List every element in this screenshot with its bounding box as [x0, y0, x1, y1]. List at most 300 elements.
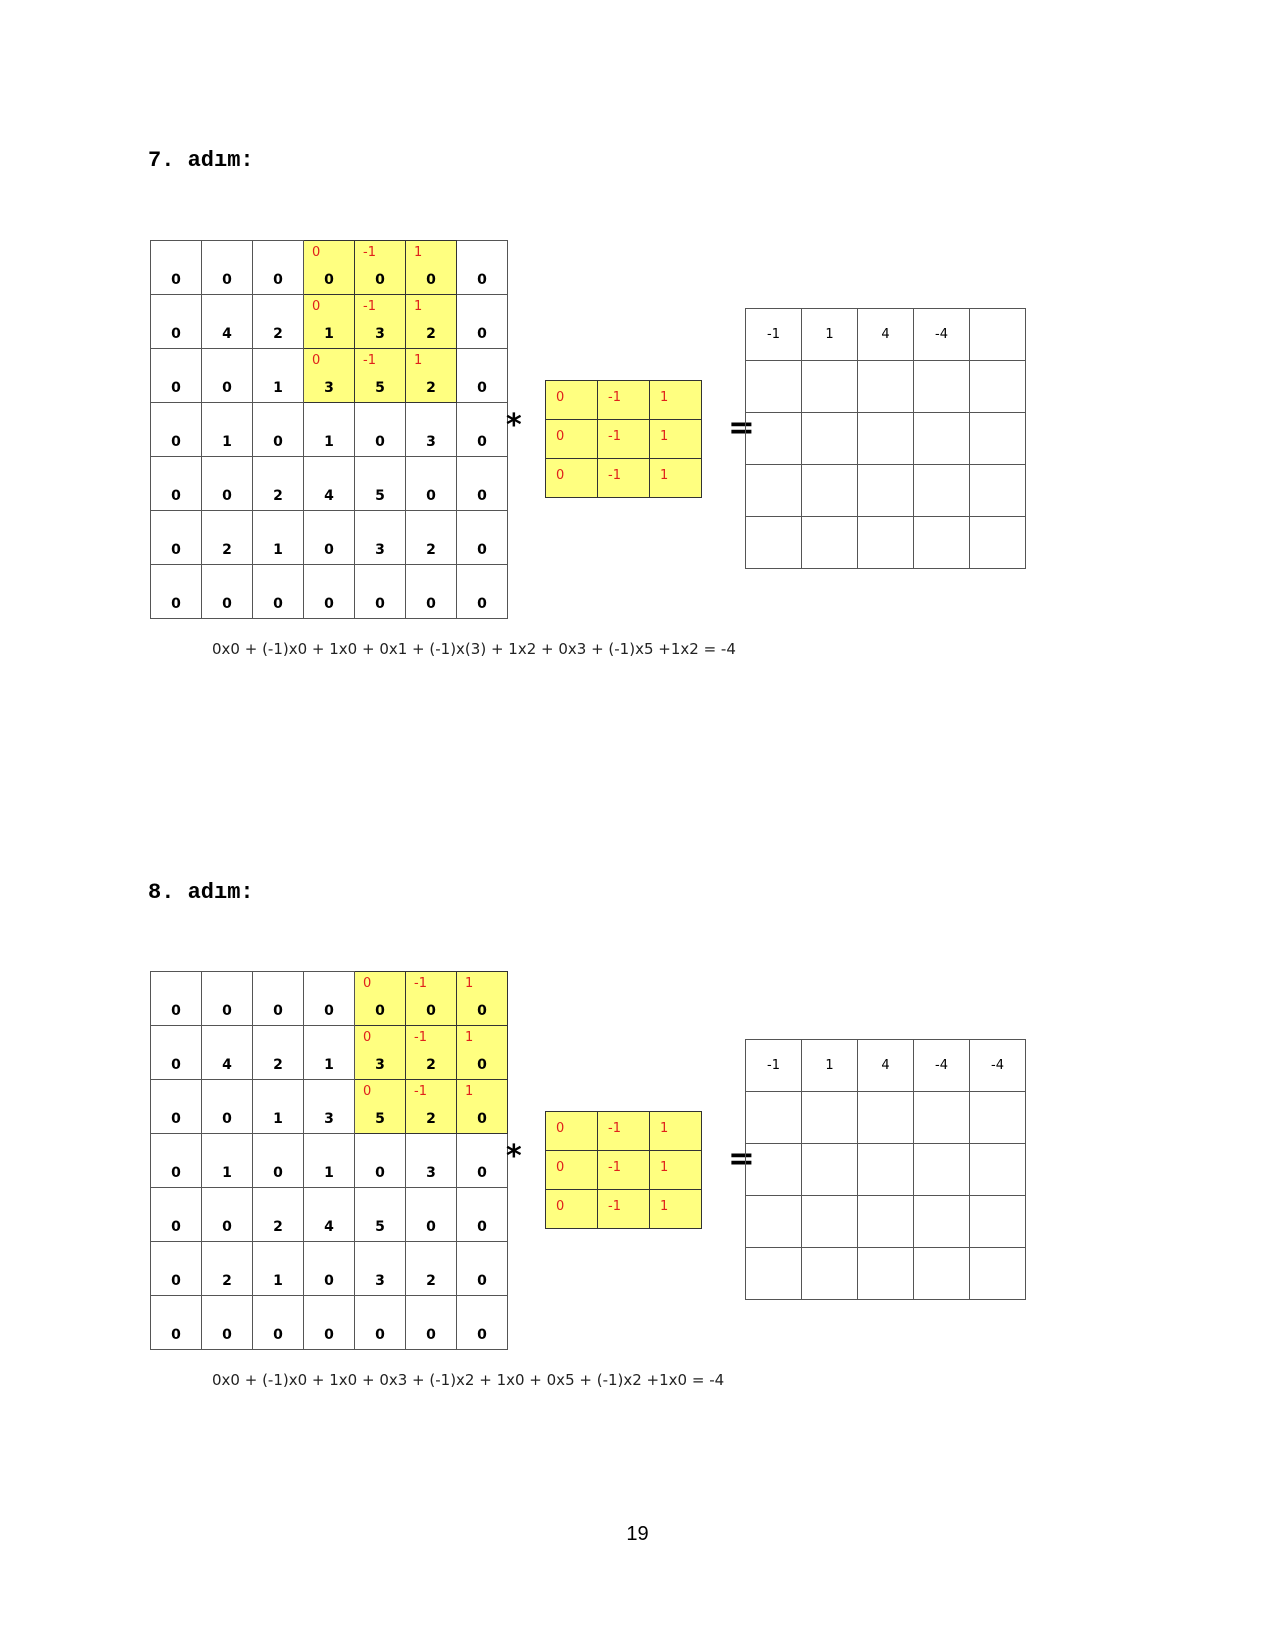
input-value: 3	[375, 542, 385, 558]
input-cell	[406, 972, 457, 1026]
input-cell	[406, 1242, 457, 1296]
input-row	[151, 457, 508, 511]
input-value: 0	[171, 1111, 181, 1127]
output-value: -4	[935, 327, 948, 342]
input-value: 0	[477, 1273, 487, 1289]
input-value: 3	[324, 380, 334, 396]
input-value: 1	[324, 1057, 334, 1073]
input-cell	[457, 349, 508, 403]
kernel-value: -1	[608, 468, 621, 483]
output-cell	[914, 1144, 970, 1196]
input-value: 5	[375, 1219, 385, 1235]
output-value: 1	[825, 1058, 834, 1073]
step-7-heading: 7. adım:	[148, 148, 254, 173]
input-row	[151, 1296, 508, 1350]
input-cell	[253, 1188, 304, 1242]
input-value: 2	[222, 542, 232, 558]
output-cell	[802, 1196, 858, 1248]
kernel-overlay-value: 0	[312, 245, 321, 260]
kernel-cell	[598, 459, 650, 498]
input-value: 0	[324, 272, 334, 288]
kernel-row	[546, 1151, 702, 1190]
input-cell	[355, 457, 406, 511]
input-value: 0	[324, 596, 334, 612]
input-cell	[202, 972, 253, 1026]
output-cell	[914, 309, 970, 361]
input-cell	[253, 241, 304, 295]
input-cell	[406, 457, 457, 511]
input-cell	[253, 1026, 304, 1080]
input-value: 0	[273, 434, 283, 450]
input-cell	[151, 349, 202, 403]
input-value: 0	[426, 1327, 436, 1343]
input-value: 1	[324, 434, 334, 450]
input-row	[151, 1242, 508, 1296]
input-value: 0	[222, 1003, 232, 1019]
input-value: 0	[273, 596, 283, 612]
input-cell	[406, 1188, 457, 1242]
input-value: 0	[273, 1165, 283, 1181]
output-cell	[802, 465, 858, 517]
input-row	[151, 1188, 508, 1242]
output-row	[746, 309, 1026, 361]
input-value: 2	[273, 326, 283, 342]
input-value: 3	[426, 1165, 436, 1181]
kernel-cell	[650, 420, 702, 459]
output-cell	[914, 1248, 970, 1300]
output-row	[746, 413, 1026, 465]
input-value: 0	[222, 1219, 232, 1235]
input-cell	[406, 403, 457, 457]
kernel-cell	[650, 1112, 702, 1151]
output-cell	[914, 1092, 970, 1144]
kernel-row	[546, 459, 702, 498]
output-cell	[858, 1144, 914, 1196]
input-value: 0	[477, 380, 487, 396]
input-cell	[253, 565, 304, 619]
input-cell	[151, 1134, 202, 1188]
input-row	[151, 972, 508, 1026]
input-cell	[457, 241, 508, 295]
kernel-cell	[650, 381, 702, 420]
input-cell	[304, 1134, 355, 1188]
kernel-overlay-value: 0	[312, 299, 321, 314]
input-value: 0	[171, 1057, 181, 1073]
input-value: 0	[222, 272, 232, 288]
input-value: 2	[426, 326, 436, 342]
input-value: 2	[426, 1273, 436, 1289]
input-value: 0	[324, 1273, 334, 1289]
kernel-cell	[546, 1190, 598, 1229]
input-value: 0	[375, 434, 385, 450]
input-cell	[355, 565, 406, 619]
output-row	[746, 517, 1026, 569]
kernel-cell	[598, 1190, 650, 1229]
input-value: 2	[273, 1219, 283, 1235]
input-value: 0	[171, 542, 181, 558]
input-cell	[202, 1188, 253, 1242]
input-cell	[253, 403, 304, 457]
input-value: 0	[222, 1111, 232, 1127]
output-row	[746, 1040, 1026, 1092]
input-value: 0	[171, 1165, 181, 1181]
input-row	[151, 511, 508, 565]
kernel-cell	[650, 1151, 702, 1190]
kernel-value: 1	[660, 1160, 669, 1175]
input-value: 4	[324, 1219, 334, 1235]
input-cell	[253, 295, 304, 349]
input-cell	[406, 295, 457, 349]
output-value: -4	[991, 1058, 1004, 1073]
input-value: 4	[222, 1057, 232, 1073]
output-cell	[746, 309, 802, 361]
input-cell	[406, 565, 457, 619]
output-cell	[970, 517, 1026, 569]
input-cell	[304, 241, 355, 295]
output-cell	[858, 1248, 914, 1300]
input-cell	[355, 295, 406, 349]
input-value: 0	[222, 380, 232, 396]
input-cell	[151, 1242, 202, 1296]
kernel-value: 0	[556, 1199, 565, 1214]
output-cell	[914, 361, 970, 413]
input-cell	[304, 1026, 355, 1080]
input-value: 4	[222, 326, 232, 342]
input-cell	[202, 511, 253, 565]
input-cell	[151, 972, 202, 1026]
input-value: 2	[426, 1057, 436, 1073]
input-value: 0	[324, 1003, 334, 1019]
kernel-cell	[650, 1190, 702, 1229]
kernel-overlay-value: 1	[465, 1030, 474, 1045]
input-value: 0	[324, 542, 334, 558]
input-value: 0	[375, 1003, 385, 1019]
output-cell	[746, 413, 802, 465]
input-cell	[355, 511, 406, 565]
kernel-value: -1	[608, 429, 621, 444]
input-value: 2	[273, 1057, 283, 1073]
page-number: 19	[626, 1523, 649, 1545]
kernel-overlay-value: -1	[363, 299, 376, 314]
input-value: 0	[171, 1219, 181, 1235]
output-cell	[970, 1092, 1026, 1144]
input-value: 0	[477, 542, 487, 558]
input-cell	[355, 1242, 406, 1296]
input-cell	[457, 1080, 508, 1134]
kernel-row	[546, 1112, 702, 1151]
input-value: 0	[171, 380, 181, 396]
kernel-cell	[546, 459, 598, 498]
kernel-value: -1	[608, 1199, 621, 1214]
output-cell	[914, 1196, 970, 1248]
input-value: 0	[171, 1327, 181, 1343]
input-cell	[304, 565, 355, 619]
input-cell	[355, 1026, 406, 1080]
input-cell	[151, 1026, 202, 1080]
input-value: 0	[426, 1219, 436, 1235]
input-cell	[151, 565, 202, 619]
input-cell	[355, 972, 406, 1026]
input-value: 1	[222, 1165, 232, 1181]
output-cell	[970, 1144, 1026, 1196]
output-row	[746, 1144, 1026, 1196]
output-cell	[802, 517, 858, 569]
output-cell	[970, 1040, 1026, 1092]
input-cell	[253, 511, 304, 565]
input-cell	[304, 511, 355, 565]
input-value: 0	[375, 272, 385, 288]
output-value: 1	[825, 327, 834, 342]
kernel-value: 0	[556, 1121, 565, 1136]
output-cell	[858, 465, 914, 517]
input-cell	[406, 511, 457, 565]
kernel-overlay-value: 1	[414, 353, 423, 368]
input-value: 2	[273, 488, 283, 504]
output-cell	[802, 1144, 858, 1196]
input-cell	[151, 457, 202, 511]
input-cell	[202, 349, 253, 403]
input-value: 0	[426, 596, 436, 612]
input-cell	[355, 1188, 406, 1242]
input-cell	[253, 349, 304, 403]
kernel-value: -1	[608, 1121, 621, 1136]
output-cell	[914, 413, 970, 465]
kernel-cell	[546, 420, 598, 459]
kernel-cell	[546, 1112, 598, 1151]
kernel-row	[546, 420, 702, 459]
input-value: 3	[375, 1057, 385, 1073]
kernel-overlay-value: 0	[363, 976, 372, 991]
input-cell	[304, 295, 355, 349]
input-value: 1	[273, 542, 283, 558]
kernel-value: 0	[556, 390, 565, 405]
input-matrix	[150, 971, 508, 1350]
kernel-value: 1	[660, 429, 669, 444]
output-cell	[746, 1248, 802, 1300]
kernel-value: 0	[556, 468, 565, 483]
input-value: 0	[477, 1165, 487, 1181]
input-value: 3	[375, 326, 385, 342]
calculation-formula: 0x0 + (-1)x0 + 1x0 + 0x1 + (-1)x(3) + 1x2 + 0x3 + (-1)x5 +1x2 = -4	[212, 640, 736, 658]
input-value: 4	[324, 488, 334, 504]
output-cell	[746, 1040, 802, 1092]
output-cell	[802, 413, 858, 465]
output-row	[746, 1092, 1026, 1144]
input-value: 0	[477, 434, 487, 450]
output-cell	[858, 309, 914, 361]
input-value: 2	[426, 380, 436, 396]
input-cell	[202, 1026, 253, 1080]
input-value: 0	[171, 1003, 181, 1019]
input-value: 3	[324, 1111, 334, 1127]
kernel-cell	[598, 1112, 650, 1151]
input-value: 0	[426, 272, 436, 288]
equals-sign: =	[728, 1139, 755, 1177]
input-value: 0	[477, 272, 487, 288]
input-value: 0	[222, 488, 232, 504]
input-value: 0	[477, 1219, 487, 1235]
input-cell	[304, 403, 355, 457]
kernel-overlay-value: -1	[414, 1084, 427, 1099]
input-cell	[457, 457, 508, 511]
input-cell	[304, 1296, 355, 1350]
kernel-overlay-value: -1	[414, 976, 427, 991]
input-value: 0	[171, 1273, 181, 1289]
kernel-value: 1	[660, 390, 669, 405]
input-cell	[202, 457, 253, 511]
input-cell	[202, 1080, 253, 1134]
input-cell	[457, 1188, 508, 1242]
input-cell	[151, 511, 202, 565]
input-cell	[151, 1080, 202, 1134]
input-value: 1	[273, 1111, 283, 1127]
input-cell	[355, 1296, 406, 1350]
input-value: 0	[426, 1003, 436, 1019]
kernel-value: 1	[660, 1121, 669, 1136]
input-cell	[304, 457, 355, 511]
input-cell	[151, 1188, 202, 1242]
kernel-overlay-value: 0	[312, 353, 321, 368]
input-value: 0	[477, 1327, 487, 1343]
input-cell	[304, 1188, 355, 1242]
output-cell	[746, 361, 802, 413]
input-value: 0	[273, 1327, 283, 1343]
input-value: 0	[273, 272, 283, 288]
input-cell	[202, 241, 253, 295]
output-matrix	[745, 1039, 1026, 1300]
output-cell	[914, 465, 970, 517]
output-row	[746, 1248, 1026, 1300]
input-value: 2	[426, 542, 436, 558]
input-value: 1	[324, 326, 334, 342]
input-cell	[406, 1296, 457, 1350]
output-row	[746, 361, 1026, 413]
output-cell	[858, 1040, 914, 1092]
input-value: 1	[273, 380, 283, 396]
output-value: -1	[767, 327, 780, 342]
output-cell	[858, 1092, 914, 1144]
input-value: 0	[171, 434, 181, 450]
input-value: 0	[171, 488, 181, 504]
kernel-row	[546, 1190, 702, 1229]
input-cell	[202, 403, 253, 457]
input-value: 0	[222, 1327, 232, 1343]
input-row	[151, 1026, 508, 1080]
input-value: 0	[426, 488, 436, 504]
input-cell	[151, 403, 202, 457]
kernel-cell	[546, 381, 598, 420]
input-value: 5	[375, 488, 385, 504]
input-value: 0	[375, 1165, 385, 1181]
input-value: 0	[477, 596, 487, 612]
step-8-heading: 8. adım:	[148, 880, 254, 905]
input-value: 2	[222, 1273, 232, 1289]
input-value: 3	[426, 434, 436, 450]
kernel-value: 0	[556, 1160, 565, 1175]
output-cell	[802, 1092, 858, 1144]
kernel-overlay-value: -1	[363, 245, 376, 260]
input-value: 0	[477, 1003, 487, 1019]
kernel-overlay-value: 0	[363, 1030, 372, 1045]
input-cell	[457, 295, 508, 349]
kernel-overlay-value: 1	[414, 299, 423, 314]
input-row	[151, 241, 508, 295]
equals-sign: =	[728, 408, 755, 446]
input-value: 0	[477, 326, 487, 342]
output-value: -4	[935, 1058, 948, 1073]
kernel-matrix	[545, 380, 702, 498]
output-cell	[858, 361, 914, 413]
output-cell	[802, 309, 858, 361]
input-cell	[202, 565, 253, 619]
input-cell	[202, 295, 253, 349]
kernel-value: -1	[608, 390, 621, 405]
output-cell	[858, 413, 914, 465]
input-cell	[457, 1134, 508, 1188]
kernel-cell	[546, 1151, 598, 1190]
output-cell	[802, 1248, 858, 1300]
input-cell	[253, 457, 304, 511]
input-cell	[457, 1242, 508, 1296]
input-value: 1	[222, 434, 232, 450]
input-row	[151, 565, 508, 619]
input-cell	[406, 349, 457, 403]
input-cell	[355, 403, 406, 457]
input-value: 0	[375, 596, 385, 612]
input-cell	[304, 1080, 355, 1134]
input-cell	[355, 349, 406, 403]
input-row	[151, 403, 508, 457]
input-cell	[253, 1080, 304, 1134]
output-cell	[746, 1144, 802, 1196]
kernel-cell	[650, 459, 702, 498]
output-value: 4	[881, 1058, 890, 1073]
output-cell	[970, 1248, 1026, 1300]
kernel-cell	[598, 381, 650, 420]
output-cell	[746, 517, 802, 569]
output-cell	[914, 517, 970, 569]
input-value: 1	[324, 1165, 334, 1181]
input-value: 5	[375, 380, 385, 396]
output-cell	[914, 1040, 970, 1092]
input-cell	[151, 1296, 202, 1350]
input-cell	[253, 1296, 304, 1350]
input-cell	[355, 1080, 406, 1134]
input-cell	[457, 1296, 508, 1350]
kernel-row	[546, 381, 702, 420]
input-cell	[457, 511, 508, 565]
kernel-value: 1	[660, 468, 669, 483]
output-value: -1	[767, 1058, 780, 1073]
kernel-value: -1	[608, 1160, 621, 1175]
input-matrix	[150, 240, 508, 619]
input-value: 0	[171, 326, 181, 342]
output-cell	[858, 517, 914, 569]
kernel-matrix	[545, 1111, 702, 1229]
input-value: 3	[375, 1273, 385, 1289]
kernel-overlay-value: -1	[363, 353, 376, 368]
kernel-overlay-value: 1	[465, 976, 474, 991]
output-cell	[970, 465, 1026, 517]
input-cell	[202, 1242, 253, 1296]
output-cell	[970, 309, 1026, 361]
input-cell	[304, 349, 355, 403]
input-cell	[406, 1026, 457, 1080]
output-cell	[746, 1196, 802, 1248]
input-cell	[355, 241, 406, 295]
input-cell	[406, 241, 457, 295]
output-cell	[970, 413, 1026, 465]
